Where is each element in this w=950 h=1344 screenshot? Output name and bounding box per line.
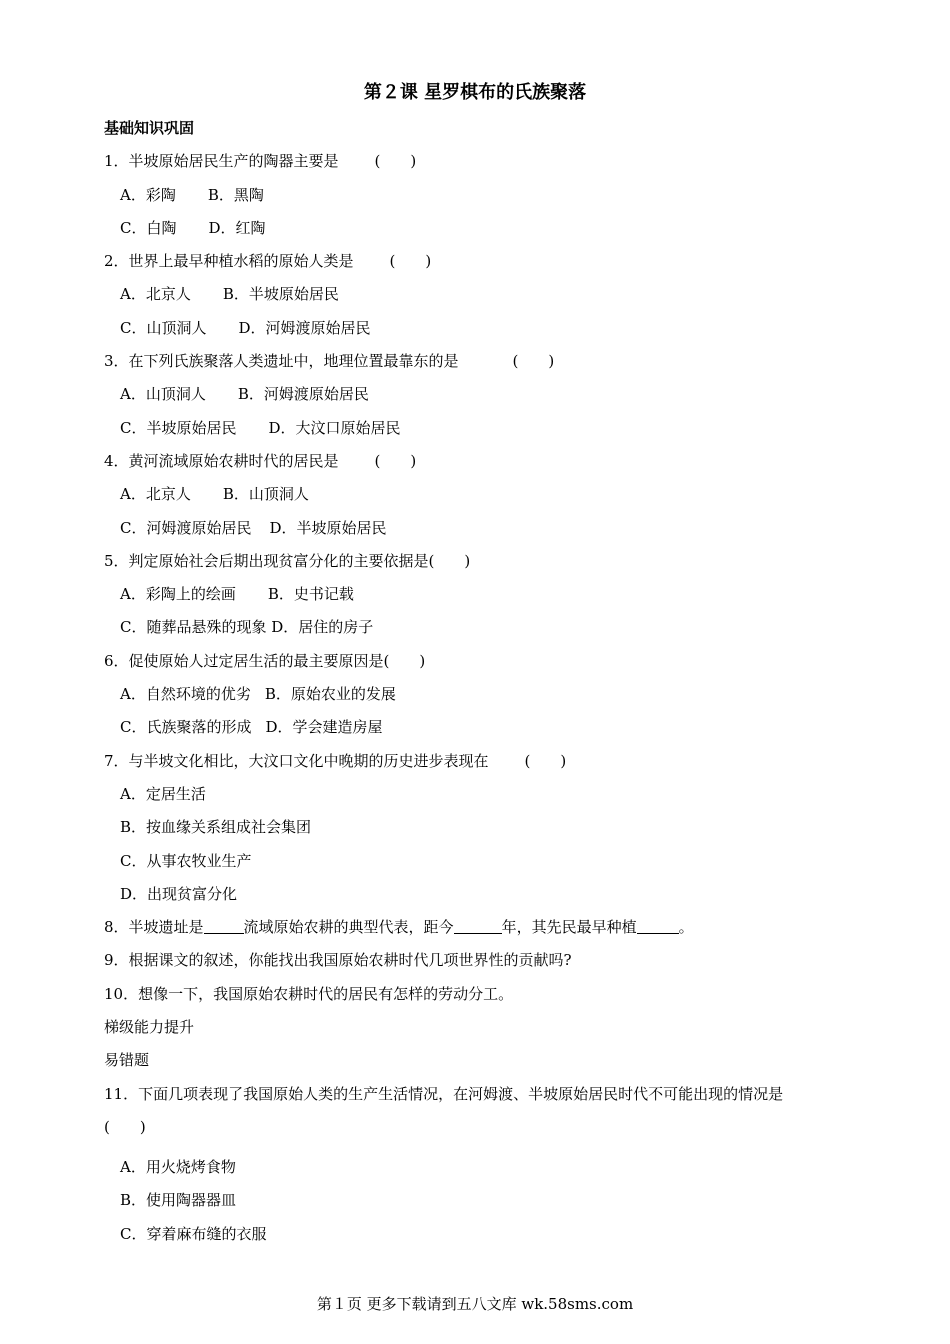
answer-blank[interactable]	[204, 915, 244, 934]
answer-paren: ( )	[524, 751, 567, 770]
option-a: A．北京人	[120, 285, 191, 304]
option-c: C．氏族聚落的形成	[120, 718, 252, 737]
question-8-part-4: 。	[678, 918, 694, 937]
option-a: A．自然环境的优劣	[120, 685, 251, 704]
option-c: C．白陶	[120, 218, 177, 237]
question-8-part-3: 年，其先民最早种植	[501, 918, 637, 937]
page-footer: 第１页 更多下载请到五八文库 wk.58sms.com	[316, 1295, 634, 1313]
option-c: C．山顶洞人	[120, 318, 207, 337]
option-b: B．河姆渡原始居民	[237, 385, 369, 404]
answer-paren: ( )	[389, 252, 432, 271]
option-b: B．史书记载	[267, 585, 354, 604]
question-5-options-cd	[104, 614, 884, 647]
question-7	[104, 748, 884, 781]
section-heading-error-prone: 易错题	[104, 1051, 150, 1070]
question-6	[104, 648, 884, 681]
question-11-option-a: A．用火烧烤食物	[120, 1157, 236, 1176]
option-b: B．黑陶	[207, 185, 264, 204]
question-2-text: 2．世界上最早种植水稻的原始人类是	[104, 252, 354, 271]
question-10: 10．想像一下，我国原始农耕时代的居民有怎样的劳动分工。	[104, 984, 514, 1003]
question-11-paren: ( )	[104, 1117, 146, 1136]
question-5-options-ab	[104, 581, 884, 614]
document-body	[104, 115, 884, 1254]
option-b: B．原始农业的发展	[264, 685, 396, 704]
option-d: D．学会建造房屋	[265, 718, 383, 737]
question-11-option-b: B．使用陶器器皿	[120, 1191, 237, 1210]
question-3-options-cd	[104, 415, 884, 448]
question-11-option-c: C．穿着麻布缝的衣服	[120, 1224, 267, 1243]
question-3-options-ab	[104, 381, 884, 414]
question-1-options-ab	[104, 182, 884, 215]
question-7-option-c: C．从事农牧业生产	[120, 851, 252, 870]
question-8-part-1: 8．半坡遗址是	[104, 918, 204, 937]
section-heading-basic: 基础知识巩固	[104, 119, 195, 137]
option-a: A．彩陶	[120, 185, 176, 204]
question-4-options-ab	[104, 481, 884, 514]
question-1	[104, 148, 884, 181]
question-4-text: 4．黄河流域原始农耕时代的居民是	[104, 451, 339, 470]
answer-paren: ( )	[374, 152, 417, 171]
question-2	[104, 248, 884, 281]
question-4-options-cd	[104, 515, 884, 548]
option-d: D．半坡原始居民	[269, 518, 387, 537]
option-b: B．山顶洞人	[222, 485, 309, 504]
question-7-option-d: D．出现贫富分化	[120, 884, 238, 903]
option-cd: C．随葬品悬殊的现象 D．居住的房子	[120, 618, 374, 637]
option-d: D．河姆渡原始居民	[238, 318, 371, 337]
question-11: 11．下面几项表现了我国原始人类的生产生活情况，在河姆渡、半坡原始居民时代不可能出现的情况是	[104, 1084, 784, 1103]
question-2-options-cd	[104, 315, 884, 348]
option-c: C．半坡原始居民	[120, 418, 237, 437]
question-7-option-b: B．按血缘关系组成社会集团	[120, 818, 312, 837]
question-8	[104, 914, 884, 947]
question-5	[104, 548, 884, 581]
question-6-options-ab	[104, 681, 884, 714]
question-8-part-2: 流域原始农耕的典型代表，距今	[243, 918, 454, 937]
question-7-text: 7．与半坡文化相比，大汶口文化中晚期的历史进步表现在	[104, 751, 489, 770]
question-3-text: 3．在下列氏族聚落人类遗址中，地理位置最靠东的是	[104, 352, 459, 371]
option-b: B．半坡原始居民	[222, 285, 339, 304]
answer-paren: ( )	[374, 451, 417, 470]
section-heading-advanced: 梯级能力提升	[104, 1018, 195, 1037]
question-6-text: 6．促使原始人过定居生活的最主要原因是( )	[104, 651, 426, 670]
question-9: 9．根据课文的叙述，你能找出我国原始农耕时代几项世界性的贡献吗?	[104, 951, 572, 970]
answer-blank[interactable]	[637, 915, 679, 934]
option-d: D．大汶口原始居民	[268, 418, 401, 437]
question-2-options-ab	[104, 281, 884, 314]
question-1-options-cd	[104, 215, 884, 248]
question-6-options-cd	[104, 714, 884, 747]
answer-blank[interactable]	[454, 915, 502, 934]
question-4	[104, 448, 884, 481]
option-a: A．北京人	[120, 485, 191, 504]
answer-paren: ( )	[512, 352, 555, 371]
question-5-text: 5．判定原始社会后期出现贫富分化的主要依据是( )	[104, 551, 471, 570]
option-a: A．彩陶上的绘画	[120, 585, 236, 604]
option-d: D．红陶	[208, 218, 266, 237]
question-7-option-a: A．定居生活	[120, 784, 206, 803]
question-1-text: 1．半坡原始居民生产的陶器主要是	[104, 152, 339, 171]
question-3	[104, 348, 884, 381]
option-c: C．河姆渡原始居民	[120, 518, 252, 537]
option-a: A．山顶洞人	[120, 385, 206, 404]
page-title: 第２课 星罗棋布的氏族聚落	[363, 82, 587, 103]
